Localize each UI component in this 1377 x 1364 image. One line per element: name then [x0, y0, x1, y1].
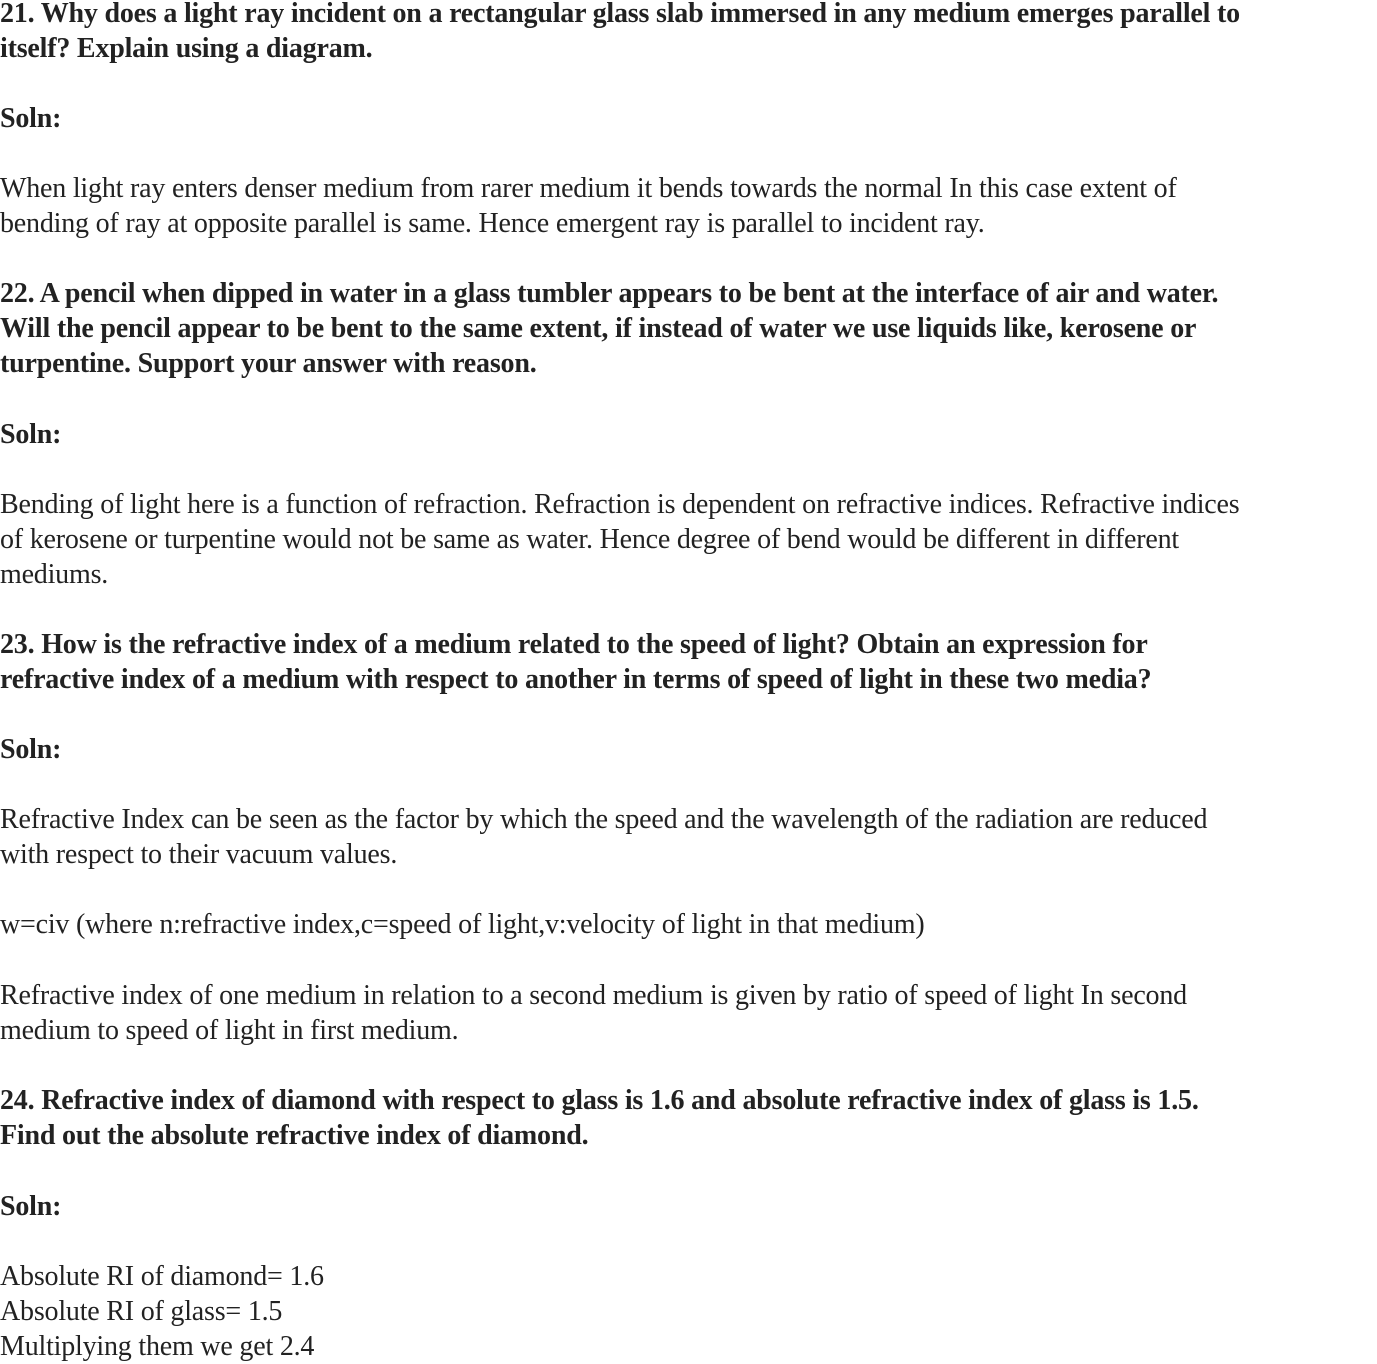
question-22-line-3: turpentine. Support your answer with reason. [0, 348, 537, 379]
soln-label-22: Soln: [0, 419, 62, 450]
question-22-line-2: Will the pencil appear to be bent to the same extent, if instead of water we use liquids like, kerosene or [0, 313, 1197, 344]
answer-24-line-3: Multiplying them we get 2.4 [0, 1331, 315, 1362]
question-23-line-1: 23. How is the refractive index of a medium related to the speed of light? Obtain an expression for [0, 629, 1148, 660]
answer-23-line-1: Refractive Index can be seen as the factor by which the speed and the wavelength of the radiation are reduced [0, 804, 1208, 835]
question-23-line-2: refractive index of a medium with respect to another in terms of speed of light in these two media? [0, 664, 1152, 695]
answer-24-line-1: Absolute RI of diamond= 1.6 [0, 1261, 324, 1292]
question-24-line-2: Find out the absolute refractive index of diamond. [0, 1120, 589, 1151]
answer-23-line-2: with respect to their vacuum values. [0, 839, 398, 870]
formula-line: w=civ (where n:refractive index,c=speed of light,v:velocity of light in that medium) [0, 909, 925, 940]
question-22-line-1: 22. A pencil when dipped in water in a glass tumbler appears to be bent at the interface of air and water. [0, 278, 1219, 309]
answer-24-line-2: Absolute RI of glass= 1.5 [0, 1296, 283, 1327]
answer-23-relation-line-1: Refractive index of one medium in relation to a second medium is given by ratio of speed of light In second [0, 980, 1187, 1011]
soln-label-23: Soln: [0, 734, 62, 765]
answer-22-line-3: mediums. [0, 559, 109, 590]
answer-22-line-2: of kerosene or turpentine would not be same as water. Hence degree of bend would be different in different [0, 524, 1179, 555]
answer-22-line-1: Bending of light here is a function of refraction. Refraction is dependent on refractive indices. Refractive indices [0, 489, 1240, 520]
question-24-line-1: 24. Refractive index of diamond with respect to glass is 1.6 and absolute refractive index of glass is 1.5. [0, 1085, 1199, 1116]
soln-label-24: Soln: [0, 1191, 62, 1222]
question-21-line-2: itself? Explain using a diagram. [0, 33, 373, 64]
question-21-line-1: 21. Why does a light ray incident on a rectangular glass slab immersed in any medium emerges parallel to [0, 0, 1240, 29]
answer-21-line-2: bending of ray at opposite parallel is same. Hence emergent ray is parallel to incident ray. [0, 208, 985, 239]
answer-21-line-1: When light ray enters denser medium from rarer medium it bends towards the normal In this case extent of [0, 173, 1177, 204]
soln-label-21: Soln: [0, 103, 62, 134]
answer-23-relation-line-2: medium to speed of light in first medium. [0, 1015, 459, 1046]
